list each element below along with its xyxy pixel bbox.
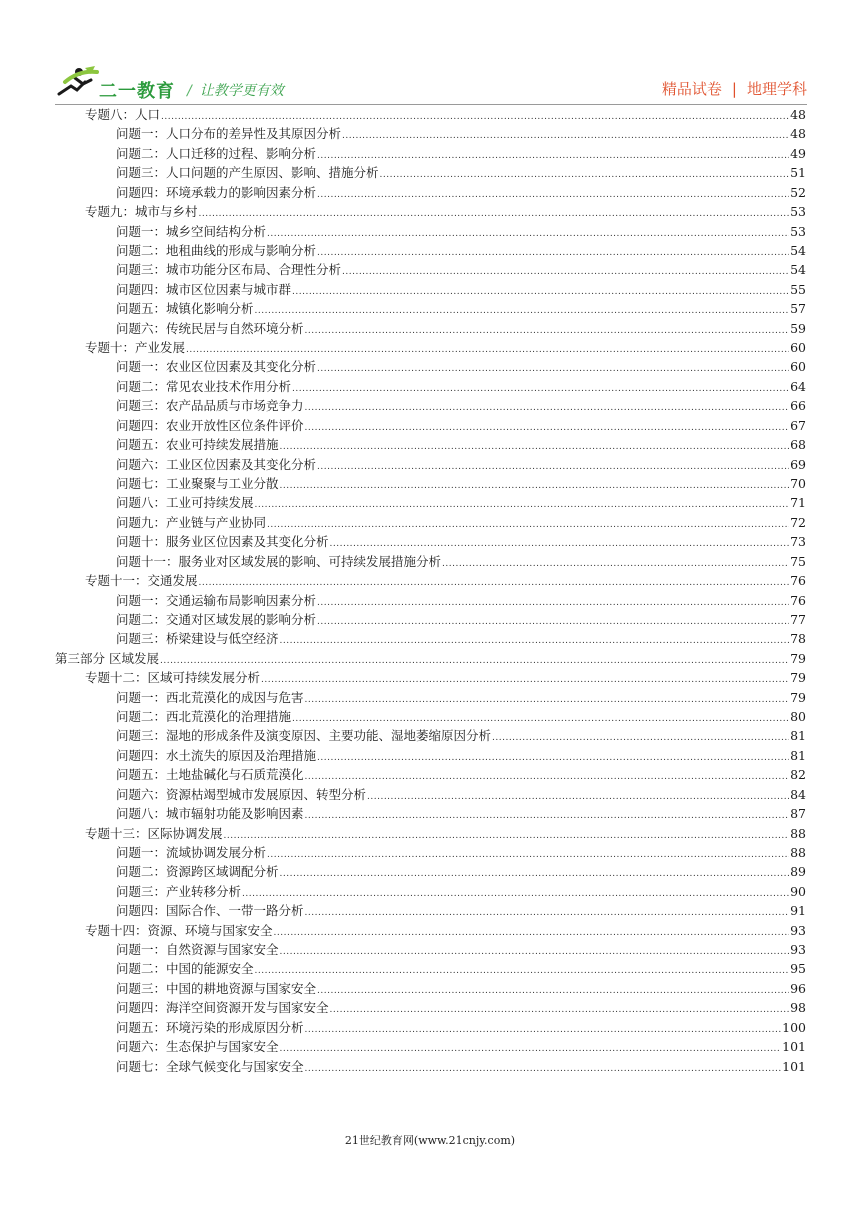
toc-entry-title: 问题十：服务业区位因素及其变化分析 (116, 534, 329, 550)
toc-entry-page: 95 (790, 961, 806, 977)
toc-entry[interactable] (116, 260, 806, 279)
toc-entry-page: 100 (782, 1019, 806, 1035)
toc-entry-title: 第三部分 区域发展 (55, 650, 159, 666)
toc-entry-title: 专题十四：资源、环境与国家安全 (85, 922, 273, 938)
toc-entry[interactable] (116, 163, 806, 182)
toc-entry-title: 问题二：地租曲线的形成与影响分析 (116, 242, 317, 258)
toc-entry-page: 60 (790, 340, 806, 356)
toc-entry-page: 79 (790, 650, 806, 666)
toc-entry[interactable] (116, 862, 806, 881)
toc-entry-page: 51 (790, 165, 806, 181)
toc-entry-title: 问题六：工业区位因素及其变化分析 (116, 456, 317, 472)
toc-entry-page: 93 (790, 942, 806, 958)
toc-entry-page: 78 (790, 631, 806, 647)
toc-entry-page: 79 (790, 689, 806, 705)
toc-entry-title: 问题六：资源枯竭型城市发展原因、转型分析 (116, 786, 367, 802)
toc-entry-page: 101 (782, 1058, 806, 1074)
toc-entry[interactable] (116, 882, 806, 901)
toc-entry[interactable] (116, 222, 806, 241)
toc-entry[interactable] (116, 979, 806, 998)
toc-entry-title: 问题四：海洋空间资源开发与国家安全 (116, 1000, 329, 1016)
toc-entry-title: 问题一：流域协调发展分析 (116, 844, 267, 860)
toc-entry[interactable] (116, 513, 806, 532)
toc-entry[interactable] (116, 804, 806, 823)
toc-entry[interactable] (55, 649, 806, 668)
toc-entry-title: 问题四：环境承载力的影响因素分析 (116, 184, 317, 200)
toc-entry-title: 问题八：工业可持续发展 (116, 495, 254, 511)
toc-entry-page: 84 (790, 786, 806, 802)
toc-entry-page: 53 (790, 204, 806, 220)
toc-entry-title: 问题一：人口分布的差异性及其原因分析 (116, 126, 342, 142)
toc-entry[interactable] (85, 338, 806, 357)
toc-entry-title: 问题三：人口问题的产生原因、影响、措施分析 (116, 165, 379, 181)
toc-entry[interactable] (85, 202, 806, 221)
subject-label-right: 地理学科 (746, 80, 807, 98)
toc-entry[interactable] (116, 357, 806, 376)
toc-entry[interactable] (116, 998, 806, 1017)
toc-entry-title: 问题一：交通运输布局影响因素分析 (116, 592, 317, 608)
toc-entry[interactable] (116, 843, 806, 862)
toc-entry[interactable] (116, 959, 806, 978)
toc-entry-page: 69 (790, 456, 806, 472)
subject-label-left: 精品试卷 (661, 80, 722, 98)
toc-entry[interactable] (116, 688, 806, 707)
toc-entry-title: 问题六：传统民居与自然环境分析 (116, 320, 304, 336)
toc-entry[interactable] (116, 183, 806, 202)
page-header (55, 64, 807, 104)
toc-entry-title: 问题二：西北荒漠化的治理措施 (116, 709, 292, 725)
toc-entry-title: 问题七：工业聚聚与工业分散 (116, 475, 279, 491)
toc-entry[interactable] (85, 824, 806, 843)
toc-entry-page: 82 (790, 767, 806, 783)
toc-entry-title: 问题三：城市功能分区布局、合理性分析 (116, 262, 342, 278)
toc-entry-title: 问题一：农业区位因素及其变化分析 (116, 359, 317, 375)
toc-entry-title: 问题五：农业可持续发展措施 (116, 437, 279, 453)
toc-entry-page: 53 (790, 223, 806, 239)
toc-entry-page: 89 (790, 864, 806, 880)
toc-entry[interactable] (116, 707, 806, 726)
toc-entry[interactable] (116, 455, 806, 474)
toc-entry[interactable] (116, 280, 806, 299)
toc-entry-page: 68 (790, 437, 806, 453)
toc-entry-title: 问题二：交通对区域发展的影响分析 (116, 611, 317, 627)
toc-entry-title: 专题十一：交通发展 (85, 573, 198, 589)
toc-entry-page: 76 (790, 592, 806, 608)
toc-entry-title: 问题二：中国的能源安全 (116, 961, 254, 977)
toc-entry-page: 60 (790, 359, 806, 375)
toc-entry-title: 问题五：环境污染的形成原因分析 (116, 1019, 304, 1035)
toc-entry-page: 70 (790, 475, 806, 491)
slogan-text: 让教学更有效 (199, 83, 284, 99)
toc-entry-title: 问题八：城市辐射功能及影响因素 (116, 806, 304, 822)
toc-entry-page: 59 (790, 320, 806, 336)
toc-entry-page: 48 (790, 126, 806, 142)
toc-entry[interactable] (116, 591, 806, 610)
toc-entry-page: 76 (790, 573, 806, 589)
toc-entry-title: 问题三：中国的耕地资源与国家安全 (116, 980, 317, 996)
toc-entry[interactable] (116, 1018, 806, 1037)
subject-separator: | (731, 80, 737, 98)
toc-entry[interactable] (116, 493, 806, 512)
toc-entry-page: 72 (790, 514, 806, 530)
toc-entry-page: 75 (790, 553, 806, 569)
toc-entry-page: 71 (790, 495, 806, 511)
toc-entry-title: 问题二：资源跨区域调配分析 (116, 864, 279, 880)
toc-entry[interactable] (116, 1037, 806, 1056)
toc-entry-page: 88 (790, 844, 806, 860)
toc-entry-page: 101 (782, 1039, 806, 1055)
toc-entry[interactable] (116, 1057, 806, 1076)
toc-entry[interactable] (116, 940, 806, 959)
toc-entry-page: 80 (790, 709, 806, 725)
toc-entry-title: 专题十二：区域可持续发展分析 (85, 670, 261, 686)
toc-entry-page: 98 (790, 1000, 806, 1016)
toc-entry-page: 54 (790, 242, 806, 258)
toc-entry-title: 问题五：城镇化影响分析 (116, 301, 254, 317)
toc-entry-page: 73 (790, 534, 806, 550)
toc-entry-title: 问题四：水土流失的原因及治理措施 (116, 747, 317, 763)
toc-entry[interactable] (116, 416, 806, 435)
toc-entry-title: 问题四：国际合作、一带一路分析 (116, 903, 304, 919)
toc-entry-title: 专题八：人口 (85, 107, 161, 122)
toc-entry[interactable] (116, 299, 806, 318)
toc-entry-page: 81 (790, 728, 806, 744)
toc-entry-page: 91 (790, 903, 806, 919)
toc-entry-title: 问题三：湿地的形成条件及演变原因、主要功能、湿地萎缩原因分析 (116, 728, 492, 744)
toc-entry-title: 问题一：自然资源与国家安全 (116, 942, 279, 958)
toc-entry[interactable] (85, 668, 806, 687)
toc-entry[interactable] (116, 552, 806, 571)
toc-entry-page: 48 (790, 107, 806, 122)
toc-entry-page: 67 (790, 417, 806, 433)
toc-entry[interactable] (116, 396, 806, 415)
toc-entry[interactable] (116, 241, 806, 260)
toc-entry[interactable] (116, 726, 806, 745)
toc-entry-page: 49 (790, 145, 806, 161)
subject-label (662, 78, 807, 99)
toc-entry[interactable] (116, 377, 806, 396)
toc-entry-page: 52 (790, 184, 806, 200)
toc-entry[interactable] (116, 629, 806, 648)
toc-entry-page: 81 (790, 747, 806, 763)
toc-entry-title: 问题七：全球气候变化与国家安全 (116, 1058, 304, 1074)
runner-logo-icon (55, 64, 99, 100)
toc-entry[interactable] (85, 571, 806, 590)
toc-entry-title: 问题一：城乡空间结构分析 (116, 223, 267, 239)
brand-name: 二一教育 (99, 81, 175, 102)
toc-entry-title: 问题三：桥梁建设与低空经济 (116, 631, 279, 647)
toc-entry-page: 57 (790, 301, 806, 317)
toc-entry-page: 90 (790, 883, 806, 899)
toc-entry-title: 问题九：产业链与产业协同 (116, 514, 267, 530)
toc-entry[interactable] (116, 474, 806, 493)
toc-entry-title: 问题二：人口迁移的过程、影响分析 (116, 145, 317, 161)
toc-entry-page: 55 (790, 281, 806, 297)
toc-entry-title: 专题九：城市与乡村 (85, 204, 198, 220)
toc-entry-page: 77 (790, 611, 806, 627)
toc-entry[interactable] (116, 785, 806, 804)
toc-entry-page: 96 (790, 980, 806, 996)
toc-entry-page: 93 (790, 922, 806, 938)
toc-entry-title: 专题十三：区际协调发展 (85, 825, 223, 841)
toc-entry[interactable] (85, 921, 806, 940)
toc-entry-page: 79 (790, 670, 806, 686)
slogan (187, 80, 284, 100)
toc-entry[interactable] (116, 532, 806, 551)
toc-entry-title: 专题十：产业发展 (85, 340, 186, 356)
toc-entry[interactable] (116, 610, 806, 629)
toc-leader-dots (305, 1060, 782, 1079)
toc-entry-title: 问题五：土地盐碱化与石质荒漠化 (116, 767, 304, 783)
toc-entry[interactable] (116, 901, 806, 920)
toc-entry-title: 问题三：农产品品质与市场竞争力 (116, 398, 304, 414)
toc-entry[interactable] (116, 144, 806, 163)
toc-entry-title: 问题四：城市区位因素与城市群 (116, 281, 292, 297)
toc-entry-title: 问题三：产业转移分析 (116, 883, 242, 899)
toc-entry-page: 87 (790, 806, 806, 822)
toc-entry[interactable] (85, 105, 806, 124)
toc-entry-page: 64 (790, 378, 806, 394)
toc-entry-page: 66 (790, 398, 806, 414)
toc-entry-page: 54 (790, 262, 806, 278)
toc-entry[interactable] (116, 765, 806, 784)
toc-entry-title: 问题十一：服务业对区域发展的影响、可持续发展措施分析 (116, 553, 442, 569)
toc-entry[interactable] (116, 746, 806, 765)
toc-entry-title: 问题一：西北荒漠化的成因与危害 (116, 689, 304, 705)
toc-entry-title: 问题四：农业开放性区位条件评价 (116, 417, 304, 433)
toc-entry-title: 问题二：常见农业技术作用分析 (116, 378, 292, 394)
toc-entry[interactable] (116, 435, 806, 454)
toc-entry[interactable] (116, 124, 806, 143)
slogan-separator: / (187, 83, 192, 99)
page-footer: 21世纪教育网(www.21cnjy.com) (344, 1134, 516, 1147)
toc-entry-title: 问题六：生态保护与国家安全 (116, 1039, 279, 1055)
toc-entry-page: 88 (790, 825, 806, 841)
toc-entry[interactable] (116, 319, 806, 338)
